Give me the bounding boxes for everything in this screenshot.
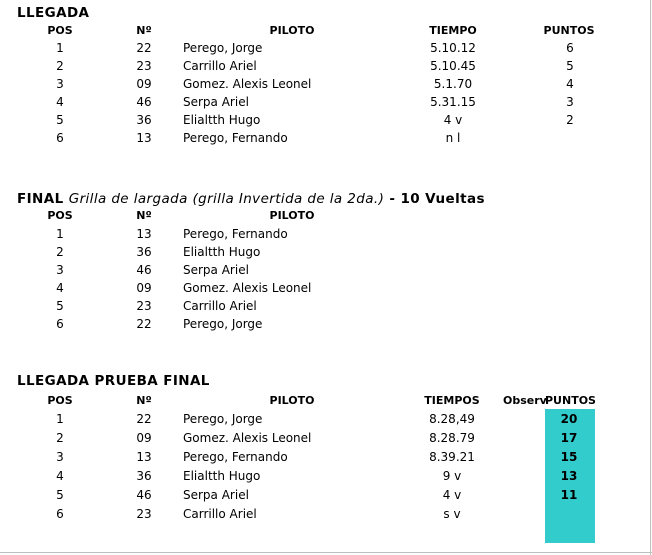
s3-row3-tiempo: 8.39.21 — [429, 450, 475, 464]
s3-row2-puntos: 17 — [560, 431, 578, 445]
s1-row6-tiempo: n l — [445, 131, 461, 145]
header-observ: Observ — [503, 394, 547, 407]
s1-row1-piloto: Perego, Jorge — [183, 41, 263, 55]
s1-row1-pos: 1 — [56, 41, 64, 55]
s2-row6-num: 22 — [136, 317, 152, 331]
header-tiempos: TIEMPOS — [424, 394, 480, 407]
s3-row5-num: 46 — [136, 488, 152, 502]
s2-row5-num: 23 — [136, 299, 152, 313]
s1-row3-num: 09 — [136, 77, 152, 91]
s2-row3-piloto: Serpa Ariel — [183, 263, 249, 277]
s3-row6-num: 23 — [136, 507, 152, 521]
s1-row2-piloto: Carrillo Ariel — [183, 59, 257, 73]
s3-row2-num: 09 — [136, 431, 152, 445]
s2-row5-piloto: Carrillo Ariel — [183, 299, 257, 313]
s3-row3-puntos: 15 — [560, 450, 578, 464]
s1-row4-piloto: Serpa Ariel — [183, 95, 249, 109]
s3-row4-num: 36 — [136, 469, 152, 483]
title-final-word: FINAL — [17, 191, 64, 207]
header-puntos: PUNTOS — [545, 394, 596, 407]
s3-row4-pos: 4 — [56, 469, 64, 483]
s2-row1-piloto: Perego, Fernando — [183, 227, 288, 241]
s1-row1-num: 22 — [136, 41, 152, 55]
s2-row6-piloto: Perego, Jorge — [183, 317, 263, 331]
header-num: Nº — [136, 394, 152, 407]
section-title-final-grilla — [17, 191, 485, 207]
title-grilla-text: Grilla de largada (grilla Invertida de la 2da.) — [68, 191, 385, 207]
s1-row6-pos: 6 — [56, 131, 64, 145]
s3-row6-pos: 6 — [56, 507, 64, 521]
s2-row1-num: 13 — [136, 227, 152, 241]
header-pos: POS — [47, 209, 73, 222]
s3-row2-pos: 2 — [56, 431, 64, 445]
s3-row6-tiempo: s v — [443, 507, 461, 521]
s3-row1-puntos: 20 — [560, 412, 578, 426]
s1-row6-piloto: Perego, Fernando — [183, 131, 288, 145]
s3-row5-pos: 5 — [56, 488, 64, 502]
s2-row4-pos: 4 — [56, 281, 64, 295]
header-tiempo: TIEMPO — [429, 24, 477, 37]
header-puntos: PUNTOS — [543, 24, 595, 37]
header-pos: POS — [47, 24, 73, 37]
title-vueltas-text: - 10 Vueltas — [389, 191, 485, 207]
s3-row3-piloto: Perego, Fernando — [183, 450, 288, 464]
s1-row2-pos: 2 — [56, 59, 64, 73]
s3-row5-piloto: Serpa Ariel — [183, 488, 249, 502]
s1-row1-puntos: 6 — [566, 41, 574, 55]
s3-row2-tiempo: 8.28.79 — [429, 431, 475, 445]
s2-row4-piloto: Gomez. Alexis Leonel — [183, 281, 312, 295]
header-piloto: PILOTO — [269, 394, 315, 407]
section-title-llegada: LLEGADA — [17, 5, 90, 21]
s3-row4-tiempo: 9 v — [442, 469, 462, 483]
frame-border-right — [650, 0, 651, 555]
s3-row1-pos: 1 — [56, 412, 64, 426]
header-piloto: PILOTO — [269, 24, 315, 37]
section-title-llegada-prueba-final: LLEGADA PRUEBA FINAL — [17, 373, 210, 389]
s3-row3-num: 13 — [136, 450, 152, 464]
s1-row3-pos: 3 — [56, 77, 64, 91]
s1-row4-pos: 4 — [56, 95, 64, 109]
s1-row3-piloto: Gomez. Alexis Leonel — [183, 77, 312, 91]
frame-border-bottom — [0, 552, 652, 553]
s1-row3-tiempo: 5.1.70 — [433, 77, 473, 91]
s3-row6-piloto: Carrillo Ariel — [183, 507, 257, 521]
s2-row4-num: 09 — [136, 281, 152, 295]
s3-row1-num: 22 — [136, 412, 152, 426]
s1-row3-puntos: 4 — [566, 77, 574, 91]
s2-row2-piloto: Elialtth Hugo — [183, 245, 261, 259]
s2-row2-num: 36 — [136, 245, 152, 259]
s1-row2-tiempo: 5.10.45 — [430, 59, 476, 73]
header-num: Nº — [136, 24, 152, 37]
s1-row5-pos: 5 — [56, 113, 64, 127]
s3-row5-puntos: 11 — [560, 488, 578, 502]
s1-row4-tiempo: 5.31.15 — [430, 95, 476, 109]
s1-row5-puntos: 2 — [566, 113, 574, 127]
header-piloto: PILOTO — [269, 209, 315, 222]
s3-row1-tiempo: 8.28,49 — [429, 412, 475, 426]
s2-row5-pos: 5 — [56, 299, 64, 313]
s3-row4-piloto: Elialtth Hugo — [183, 469, 261, 483]
s1-row2-puntos: 5 — [566, 59, 574, 73]
s2-row2-pos: 2 — [56, 245, 64, 259]
s1-row4-puntos: 3 — [566, 95, 574, 109]
s2-row3-pos: 3 — [56, 263, 64, 277]
s3-row1-piloto: Perego, Jorge — [183, 412, 263, 426]
s3-row5-tiempo: 4 v — [442, 488, 462, 502]
s1-row1-tiempo: 5.10.12 — [430, 41, 476, 55]
s3-row4-puntos: 13 — [560, 469, 578, 483]
header-num: Nº — [136, 209, 152, 222]
s1-row5-num: 36 — [136, 113, 152, 127]
s1-row4-num: 46 — [136, 95, 152, 109]
header-pos: POS — [47, 394, 73, 407]
s2-row6-pos: 6 — [56, 317, 64, 331]
s3-row2-piloto: Gomez. Alexis Leonel — [183, 431, 312, 445]
s2-row1-pos: 1 — [56, 227, 64, 241]
s1-row5-tiempo: 4 v — [443, 113, 463, 127]
s3-row3-pos: 3 — [56, 450, 64, 464]
s1-row2-num: 23 — [136, 59, 152, 73]
s1-row6-num: 13 — [136, 131, 152, 145]
s1-row5-piloto: Elialtth Hugo — [183, 113, 261, 127]
s2-row3-num: 46 — [136, 263, 152, 277]
